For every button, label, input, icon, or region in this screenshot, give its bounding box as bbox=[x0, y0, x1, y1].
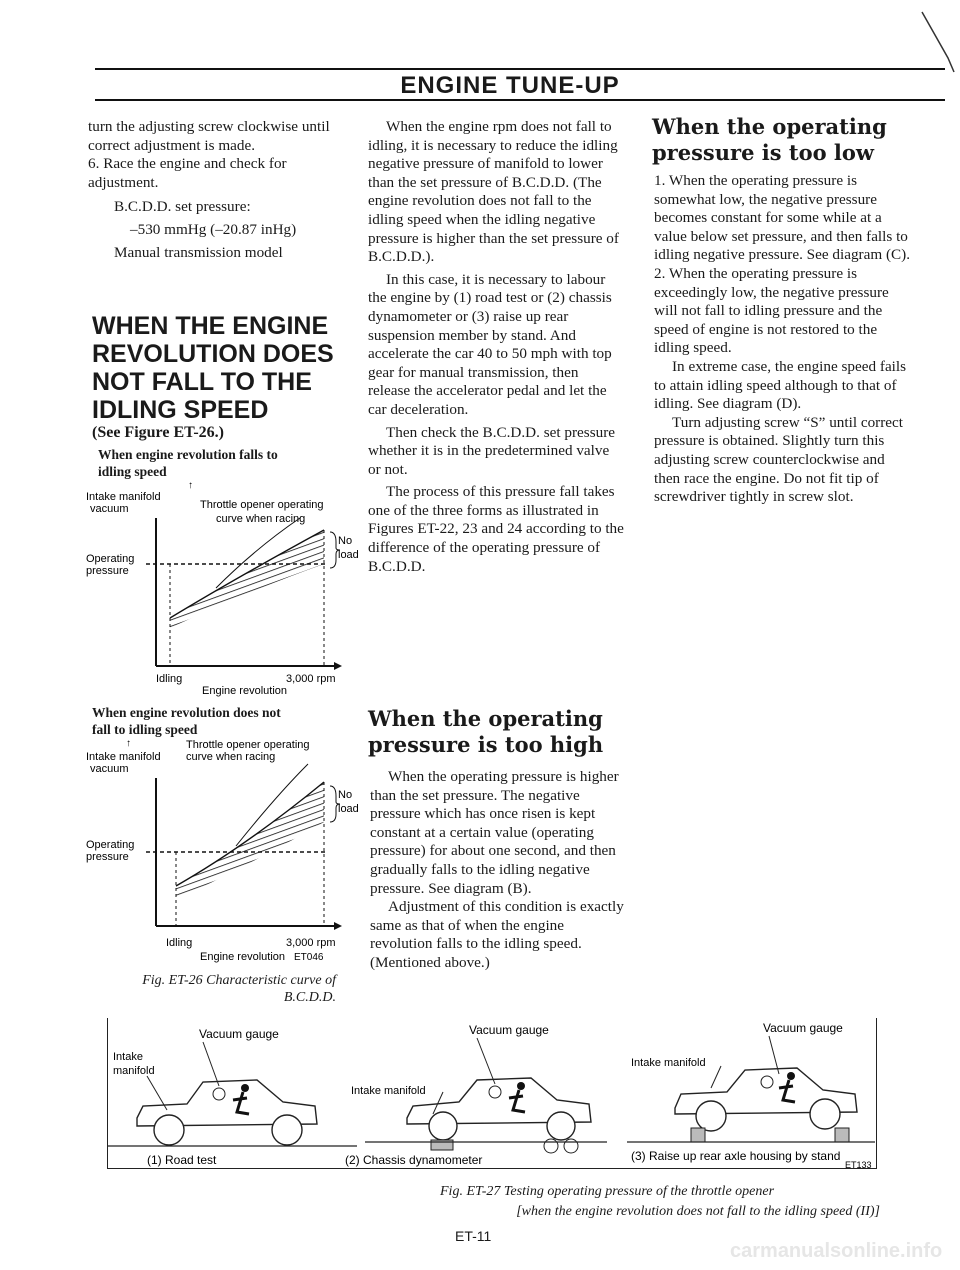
heading-line: NOT FALL TO THE bbox=[92, 368, 312, 396]
right-para-2: 2. When the operating pressure is exceedingly low, the negative pressure will not fall to idling pressure and the speed of engine is not restored to the idling speed. bbox=[654, 264, 889, 357]
spec-label: B.C.D.D. set pressure: bbox=[114, 198, 251, 216]
page-number: ET-11 bbox=[455, 1228, 492, 1244]
panel-3-caption: (3) Raise up rear axle housing by stand bbox=[631, 1149, 841, 1163]
middle-para-3: Then check the B.C.D.D. set pressure whether it is in the predetermined valve or not. bbox=[368, 423, 616, 478]
graph-b-load-label: load bbox=[338, 803, 359, 815]
graph-a-ylabel: Intake manifold bbox=[86, 491, 161, 503]
heading-line: REVOLUTION DOES bbox=[92, 340, 334, 368]
header-top-rule bbox=[95, 68, 945, 70]
graph-b-title bbox=[92, 704, 281, 738]
heading-line: When the operating bbox=[368, 706, 603, 731]
heading-line: IDLING SPEED bbox=[92, 396, 269, 424]
graph-b-load-label: No bbox=[338, 789, 353, 801]
graph-a-load-label: No bbox=[338, 535, 353, 547]
heading-pressure-low bbox=[652, 114, 912, 166]
fig-27-caption bbox=[420, 1182, 880, 1222]
fig-26-caption bbox=[104, 972, 336, 1006]
fig-26-caption-line: B.C.D.D. bbox=[283, 990, 336, 1005]
middle-column-lower bbox=[370, 768, 626, 973]
right-para-4: Turn adjusting screw “S” until correct pressure is obtained. Slightly turn this adjusting screw counterclockwise and then race the engine. Do not fit tip of screwdriver tightly in screw slot. bbox=[654, 413, 904, 506]
fig-27-code: ET133 bbox=[845, 1160, 872, 1170]
graph-a-hatch-band bbox=[170, 530, 324, 628]
graph-a-load-label: load bbox=[338, 549, 359, 561]
gauge-icon bbox=[761, 1076, 773, 1088]
middle-para-1: When the engine rpm does not fall to idling, it is necessary to reduce the idling negative pressure of manifold to lower than the set pressure of B.C.D.D. (The engine revolution does not fall to the idling speed when the idling negative pressure is higher than the set pressure of B.C.D.D.). bbox=[368, 118, 619, 266]
page-header-title: ENGINE TUNE-UP bbox=[400, 72, 620, 99]
graph-b-curve-label: Throttle opener operating bbox=[186, 739, 310, 751]
panel-3-gauge-label: Vacuum gauge bbox=[763, 1021, 843, 1035]
panel-chassis-dynamometer bbox=[345, 1023, 607, 1167]
wheel-icon bbox=[429, 1112, 457, 1140]
graph-b-op-label: Operating bbox=[86, 839, 135, 851]
driver-icon bbox=[509, 1090, 525, 1112]
graph-b-arrowhead bbox=[334, 922, 342, 930]
stand-icon bbox=[835, 1128, 849, 1142]
middle-para-6: Adjustment of this condition is exactly same as that of when the engine revolution falls to the idling speed. (Mentioned above.) bbox=[370, 898, 624, 971]
middle-para-5: When the operating pressure is higher than the set pressure. The negative pressure which has once risen is kept constant at a certain value (operating pressure) for about one second, and then gradually falls to the idling negative pressure. See diagram (B). bbox=[370, 768, 619, 897]
left-column bbox=[88, 118, 340, 262]
panel-raised-axle bbox=[627, 1021, 875, 1170]
driver-icon bbox=[779, 1080, 795, 1102]
graph-b-arrow: ↑ bbox=[126, 738, 131, 749]
graph-b-x-label: Engine revolution bbox=[200, 951, 286, 963]
see-figure-ref: (See Figure ET-26.) bbox=[92, 424, 224, 441]
header-bottom-rule bbox=[95, 99, 945, 101]
panel-1-caption: (1) Road test bbox=[147, 1153, 217, 1167]
fig-27-caption-line: [when the engine revolution does not fall to the idling speed (II)] bbox=[516, 1204, 880, 1219]
graph-a-ylabel: vacuum bbox=[90, 503, 129, 515]
right-column bbox=[654, 172, 910, 507]
fig-26-caption-line: Fig. ET-26 Characteristic curve of bbox=[142, 973, 336, 988]
graph-a-arrowhead bbox=[334, 662, 342, 670]
graph-b-code: ET046 bbox=[294, 952, 324, 963]
middle-para-2: In this case, it is necessary to labour the engine by (1) road test or (2) chassis dynamometer or (3) raise up rear suspension member by stand. And accelerate the car 40 to 50 mph with top gear for manual transmission, then release the accelerator pedal and let the car deceleration. bbox=[368, 270, 612, 418]
graph-a-x-rpm: 3,000 rpm bbox=[286, 673, 336, 685]
graph-a-title bbox=[98, 446, 278, 480]
wheel-icon bbox=[696, 1101, 726, 1131]
graph-b-x-idle: Idling bbox=[166, 937, 193, 949]
graph-b-ylabel: Intake manifold bbox=[86, 751, 161, 763]
wheel-icon bbox=[810, 1099, 840, 1129]
graph-b bbox=[86, 736, 359, 980]
left-para-2: 6. Race the engine and check for adjustment. bbox=[88, 155, 287, 191]
roller-icon bbox=[544, 1139, 558, 1153]
roller-icon bbox=[564, 1139, 578, 1153]
graph-b-title-line: fall to idling speed bbox=[92, 722, 198, 737]
fig-27-caption-line: Fig. ET-27 Testing operating pressure of the throttle opener bbox=[440, 1184, 775, 1199]
panel-3-intake-label: Intake manifold bbox=[631, 1057, 706, 1069]
graph-a-x-label: Engine revolution bbox=[202, 685, 288, 697]
spec-value: –530 mmHg (–20.87 inHg) bbox=[130, 220, 297, 238]
graph-a bbox=[86, 478, 359, 700]
graph-a-x-idle: Idling bbox=[156, 673, 183, 685]
driver-icon bbox=[233, 1092, 249, 1114]
graph-a-title-line: When engine revolution falls to bbox=[98, 447, 278, 462]
graph-b-ylabel: vacuum bbox=[90, 763, 129, 775]
graph-a-arrow: ↑ bbox=[188, 480, 193, 491]
graph-a-title-line: idling speed bbox=[98, 464, 167, 479]
graph-a-curve-label: curve when racing bbox=[216, 513, 306, 525]
wheel-icon bbox=[272, 1115, 302, 1145]
watermark: carmanualsonline.info bbox=[730, 1240, 943, 1262]
graph-b-x-rpm: 3,000 rpm bbox=[286, 937, 336, 949]
spec-model: Manual transmission model bbox=[114, 243, 283, 261]
panel-1-intake-label: manifold bbox=[113, 1065, 155, 1077]
heading-line: pressure is too low bbox=[652, 140, 874, 165]
wheel-icon bbox=[154, 1115, 184, 1145]
stand-icon bbox=[691, 1128, 705, 1142]
heading-line: When the operating bbox=[652, 114, 887, 139]
heading-pressure-high bbox=[368, 706, 628, 758]
graph-b-curve-label: curve when racing bbox=[186, 751, 276, 763]
panel-2-caption: (2) Chassis dynamometer bbox=[345, 1153, 483, 1167]
graph-a-op-label: pressure bbox=[86, 565, 129, 577]
graph-b-op-label: pressure bbox=[86, 851, 129, 863]
panel-2-intake-label: Intake manifold bbox=[351, 1085, 426, 1097]
section-heading-engine bbox=[92, 312, 352, 424]
fig-27-illustration bbox=[107, 1014, 877, 1170]
heading-line: WHEN THE ENGINE bbox=[92, 312, 329, 340]
panel-1-gauge-label: Vacuum gauge bbox=[199, 1027, 279, 1041]
middle-column bbox=[368, 118, 624, 576]
right-para-3: In extreme case, the engine speed fails to attain idling speed although to that of idling. See diagram (D). bbox=[654, 357, 907, 413]
right-para-1: 1. When the operating pressure is somewhat low, the negative pressure becomes constant for some while at a value below set pressure, and then falls to idling negative pressure. See diagram (C). bbox=[654, 172, 910, 264]
panel-road-test bbox=[107, 1027, 357, 1167]
graph-a-curve-label: Throttle opener operating bbox=[200, 499, 324, 511]
heading-line: pressure is too high bbox=[368, 732, 604, 757]
corner-mark-icon bbox=[918, 8, 958, 78]
left-para-1: turn the adjusting screw clockwise until correct adjustment is made. bbox=[88, 118, 330, 154]
middle-para-4: The process of this pressure fall takes one of the three forms as illustrated in Figures ET-22, 23 and 24 according to the difference of the operating pressure of B.C.D.D. bbox=[368, 483, 624, 575]
graph-a-op-label: Operating bbox=[86, 553, 135, 565]
gauge-icon bbox=[213, 1088, 225, 1100]
panel-1-intake-label: Intake bbox=[113, 1051, 143, 1063]
wheel-icon bbox=[547, 1112, 575, 1140]
graph-b-title-line: When engine revolution does not bbox=[92, 705, 281, 720]
panel-2-gauge-label: Vacuum gauge bbox=[469, 1023, 549, 1037]
gauge-icon bbox=[489, 1086, 501, 1098]
